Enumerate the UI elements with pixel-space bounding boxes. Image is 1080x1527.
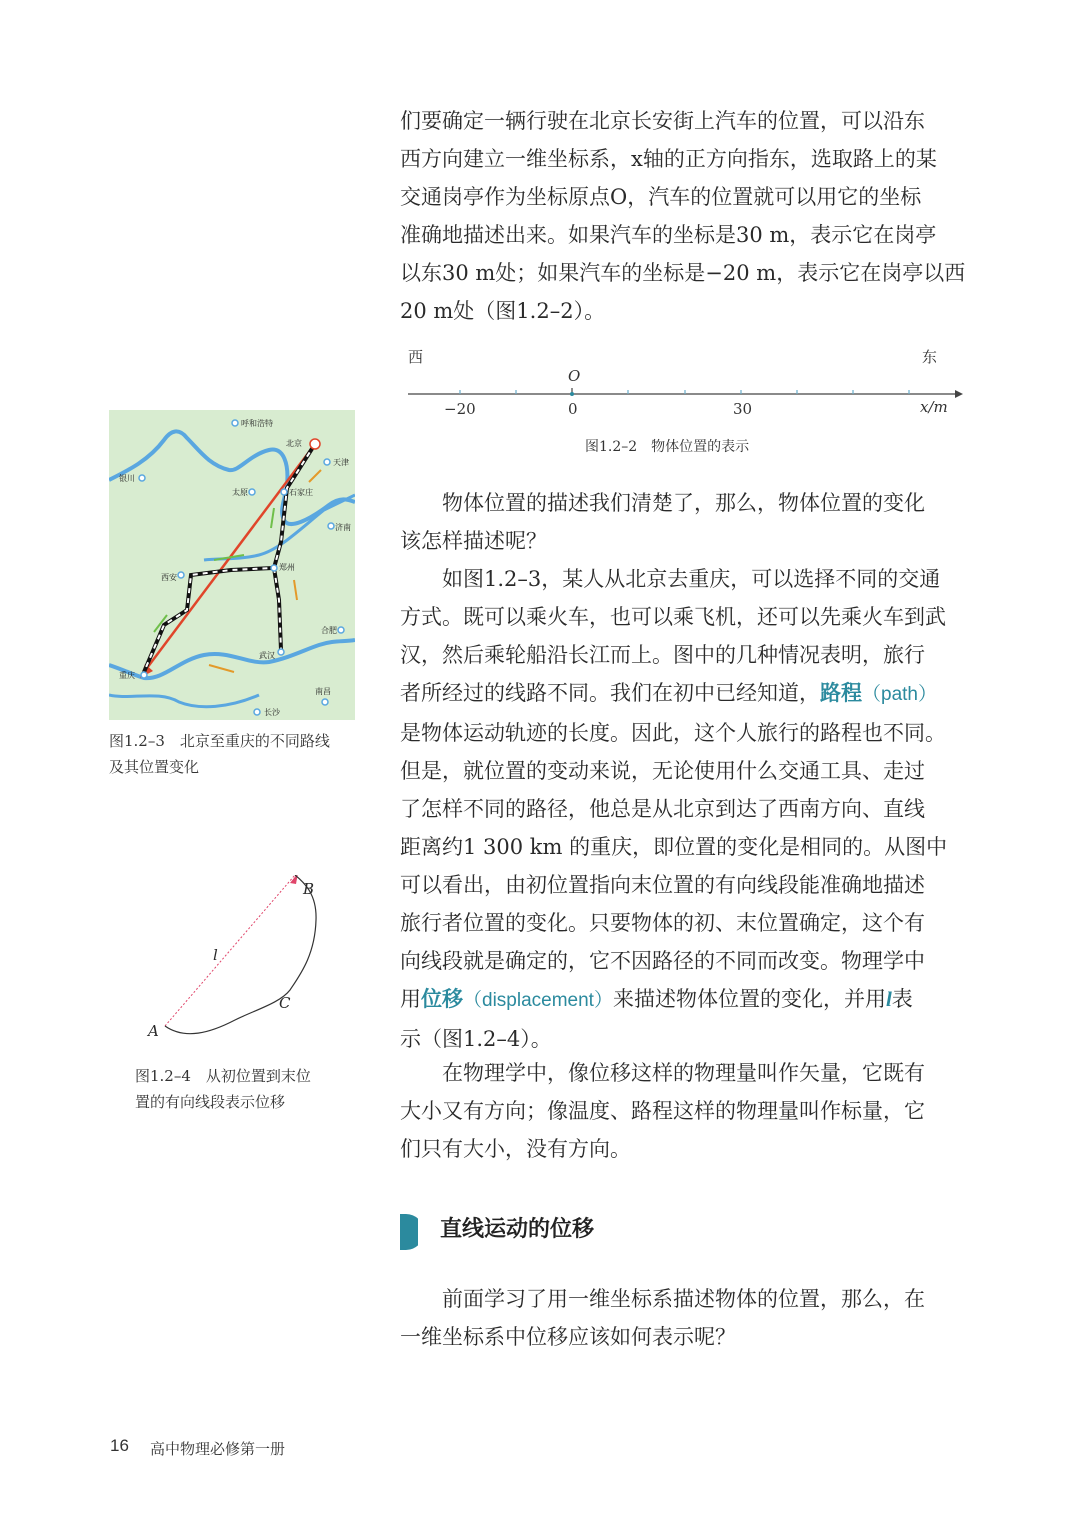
book-title: 高中物理必修第一册	[150, 1440, 286, 1458]
p4-line-3: 们只有大小，没有方向。	[400, 1137, 631, 1161]
page-number: 16	[110, 1436, 129, 1455]
city-wuhan: 武汉	[259, 651, 275, 660]
number-line	[400, 380, 970, 420]
p3-line-7: 了怎样不同的路径，他总是从北京到达了西南方向、直线	[400, 797, 925, 821]
paragraph-1	[400, 102, 966, 330]
axis-figure	[400, 340, 970, 465]
city-changsha: 长沙	[264, 708, 280, 717]
vector-caption-line-1: 图1.2–4 从初位置到末位	[135, 1067, 311, 1085]
vector-label-a: A	[148, 1022, 159, 1040]
origin-dot	[570, 392, 574, 396]
tick-label-minus20: −20	[444, 400, 476, 418]
city-shijiazhuang: 石家庄	[289, 488, 313, 497]
p4-line-2: 大小又有方向；像温度、路程这样的物理量叫作标量，它	[400, 1099, 925, 1123]
axis-unit-label: x/m	[920, 398, 948, 416]
p3-line-12	[400, 980, 960, 1020]
axis-west-label: 西	[408, 348, 424, 366]
displacement-vector	[165, 875, 295, 1026]
p5-line-1: 前面学习了用一维坐标系描述物体的位置，那么，在	[400, 1287, 925, 1311]
p3-line-4	[400, 674, 960, 714]
axis-figure-caption: 图1.2–2 物体位置的表示	[585, 439, 750, 455]
p3-line-2: 方式。既可以乘火车，也可以乘飞机，还可以先乘火车到武	[400, 605, 946, 629]
p4-line-1: 在物理学中，像位移这样的物理量叫作矢量，它既有	[400, 1061, 925, 1085]
city-taiyuan: 太原	[232, 488, 248, 497]
vector-label-l: l	[213, 946, 218, 964]
map-figure-caption	[109, 728, 369, 780]
city-chongqing: 重庆	[119, 671, 135, 680]
displacement-diagram	[140, 875, 360, 1045]
p3-line-11: 向线段就是确定的，它不因路径的不同而改变。物理学中	[400, 949, 925, 973]
paragraph-5	[400, 1280, 960, 1356]
paragraph-3	[400, 560, 960, 1058]
p1-line-2: 西方向建立一维坐标系，x轴的正方向指东，选取路上的某	[400, 147, 937, 171]
p2-line-2: 该怎样描述呢？	[400, 529, 547, 553]
city-nanchang: 南昌	[315, 687, 331, 696]
p3-line-1: 如图1.2–3，某人从北京去重庆，可以选择不同的交通	[400, 567, 941, 591]
axis-east-label: 东	[922, 348, 938, 366]
axis-ticks	[460, 388, 909, 394]
path-curve-c	[165, 875, 316, 1034]
vector-caption-line-2: 置的有向线段表示位移	[135, 1093, 286, 1111]
route-map	[109, 410, 355, 720]
section-title: 直线运动的位移	[440, 1217, 595, 1242]
city-zhengzhou: 郑州	[279, 563, 295, 572]
term-displacement-english: （displacement）	[463, 990, 613, 1011]
map-caption-line-2: 及其位置变化	[109, 758, 200, 776]
city-jinan: 济南	[335, 523, 351, 532]
term-path: 路程	[820, 681, 862, 705]
tick-label-0: 0	[568, 400, 578, 418]
p2-line-1: 物体位置的描述我们清楚了，那么，物体位置的变化	[400, 491, 925, 515]
city-yinchuan: 银川	[119, 474, 135, 483]
axis-arrowhead	[955, 390, 963, 398]
p1-line-6: 20 m处（图1.2–2）。	[400, 299, 606, 323]
section-marker-icon	[398, 1214, 418, 1250]
p3-line-12-b: 来描述物体位置的变化，并用	[612, 987, 886, 1011]
p3-line-12-c: 表	[891, 987, 913, 1011]
paragraph-2	[400, 484, 960, 560]
variable-l: l	[885, 987, 892, 1011]
vector-figure-caption	[135, 1063, 365, 1115]
p3-line-10: 旅行者位置的变化。只要物体的初、末位置确定，这个有	[400, 911, 925, 935]
p3-line-3: 汉，然后乘轮船沿长江而上。图中的几种情况表明，旅行	[400, 643, 925, 667]
axis-origin-label: O	[568, 367, 581, 385]
tick-label-30: 30	[733, 400, 753, 418]
city-hefei: 合肥	[321, 626, 337, 635]
p3-line-5: 是物体运动轨迹的长度。因此，这个人旅行的路程也不同。	[400, 721, 946, 745]
p5-line-2: 一维坐标系中位移应该如何表示呢？	[400, 1325, 736, 1349]
p1-line-4: 准确地描述出来。如果汽车的坐标是30 m，表示它在岗亭	[400, 223, 937, 247]
p3-line-6: 但是，就位置的变动来说，无论使用什么交通工具、走过	[400, 759, 925, 783]
city-huhehaote: 呼和浩特	[241, 419, 273, 428]
term-displacement: 位移	[421, 987, 463, 1011]
p3-line-13: 示（图1.2–4）。	[400, 1027, 552, 1051]
p1-line-5: 以东30 m处；如果汽车的坐标是−20 m，表示它在岗亭以西	[400, 261, 966, 285]
p3-line-4-text: 者所经过的线路不同。我们在初中已经知道，	[400, 681, 820, 705]
p3-line-8: 距离约1 300 km 的重庆，即位置的变化是相同的。从图中	[400, 835, 948, 859]
vector-label-c: C	[279, 994, 291, 1012]
p1-line-3: 交通岗亭作为坐标原点O，汽车的位置就可以用它的坐标	[400, 185, 922, 209]
vector-label-b: B	[303, 880, 315, 898]
city-xian: 西安	[161, 573, 177, 582]
paragraph-4	[400, 1054, 960, 1168]
map-caption-line-1: 图1.2–3 北京至重庆的不同路线	[109, 732, 330, 750]
p3-line-9: 可以看出，由初位置指向末位置的有向线段能准确地描述	[400, 873, 925, 897]
p3-line-12-a: 用	[400, 987, 421, 1011]
term-path-english: （path）	[862, 684, 937, 705]
p1-line-1: 们要确定一辆行驶在北京长安街上汽车的位置，可以沿东	[400, 109, 925, 133]
city-tianjin: 天津	[333, 458, 349, 467]
city-beijing: 北京	[286, 439, 302, 448]
